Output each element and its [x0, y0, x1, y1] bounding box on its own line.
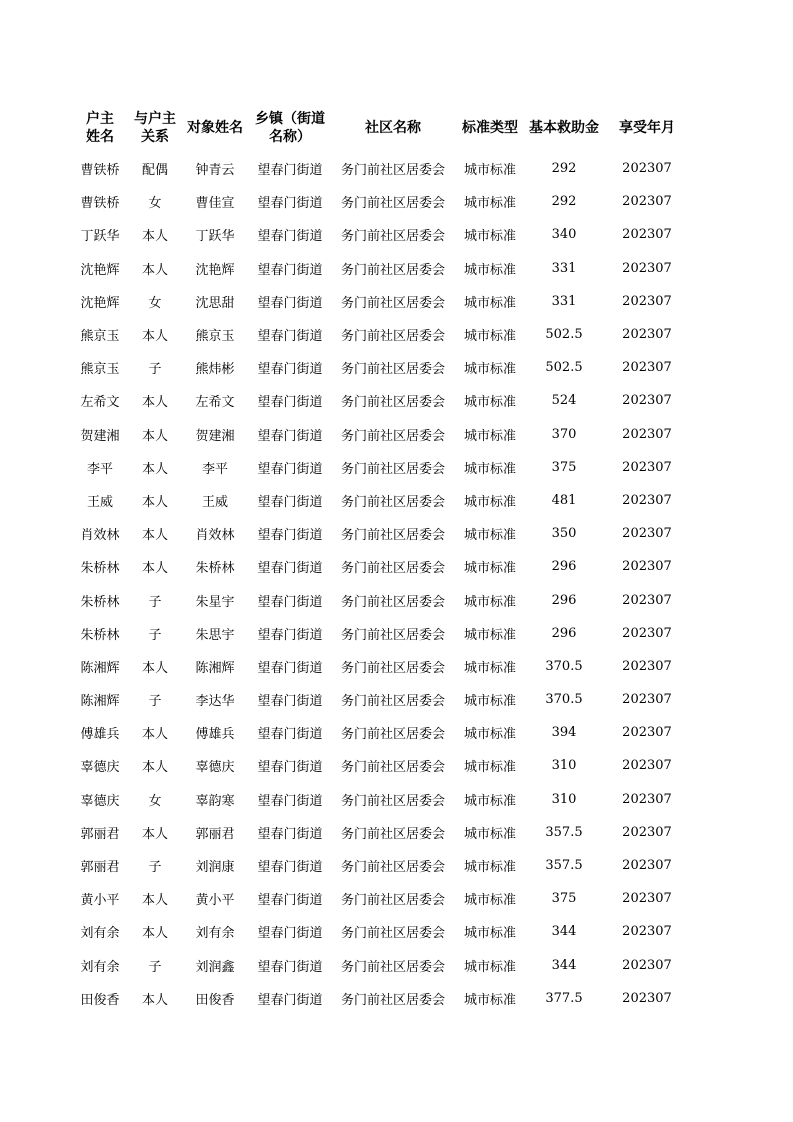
cell-recipient-name: 朱星宇 — [195, 594, 235, 610]
cell-subdistrict: 望春门街道 — [257, 594, 323, 610]
cell-relation: 本人 — [141, 528, 168, 544]
cell-householder-name: 陈湘辉 — [80, 660, 120, 676]
cell-householder-name: 辜德庆 — [80, 760, 120, 776]
cell-period: 202307 — [622, 957, 672, 973]
cell-recipient-name: 贺建湘 — [195, 428, 235, 444]
cell-community: 务门前社区居委会 — [340, 594, 445, 610]
cell-basic-aid: 331 — [551, 293, 577, 309]
cell-relation: 本人 — [141, 660, 168, 676]
cell-period: 202307 — [622, 194, 672, 210]
cell-recipient-name: 刘有余 — [195, 926, 235, 942]
cell-community: 务门前社区居委会 — [340, 959, 445, 975]
table-row — [70, 783, 690, 816]
cell-householder-name: 朱桥林 — [80, 627, 120, 643]
header-relation-line: 关系 — [141, 129, 169, 145]
header-subdistrict — [250, 104, 330, 152]
cell-relation: 本人 — [141, 494, 168, 510]
cell-recipient-name: 李平 — [201, 461, 228, 477]
cell-basic-aid: 340 — [551, 227, 577, 243]
cell-standard-type: 城市标准 — [463, 196, 516, 212]
cell-householder-name: 李平 — [86, 461, 113, 477]
cell-recipient-name: 李达华 — [195, 694, 235, 710]
cell-community: 务门前社区居委会 — [340, 860, 445, 876]
cell-householder-name: 沈艳辉 — [80, 262, 120, 278]
header-period-line: 享受年月 — [619, 120, 675, 136]
cell-householder-name: 黄小平 — [80, 893, 120, 909]
cell-householder-name: 肖效林 — [80, 528, 120, 544]
header-recipient-name — [180, 104, 250, 152]
cell-householder-name: 贺建湘 — [80, 428, 120, 444]
cell-period: 202307 — [622, 791, 672, 807]
cell-community: 务门前社区居委会 — [340, 461, 445, 477]
cell-relation: 本人 — [141, 461, 168, 477]
cell-householder-name: 傅雄兵 — [80, 727, 120, 743]
cell-relation: 本人 — [141, 760, 168, 776]
cell-subdistrict: 望春门街道 — [257, 826, 323, 842]
table-row — [70, 583, 690, 616]
table-row — [70, 318, 690, 351]
cell-basic-aid: 370.5 — [545, 658, 583, 674]
cell-basic-aid: 310 — [551, 758, 577, 774]
cell-subdistrict: 望春门街道 — [257, 428, 323, 444]
cell-period: 202307 — [622, 824, 672, 840]
cell-community: 务门前社区居委会 — [340, 760, 445, 776]
cell-community: 务门前社区居委会 — [340, 826, 445, 842]
assistance-roster-table — [70, 104, 690, 1015]
cell-basic-aid: 375 — [551, 891, 577, 907]
cell-period: 202307 — [622, 990, 672, 1006]
cell-subdistrict: 望春门街道 — [257, 229, 323, 245]
cell-relation: 子 — [148, 860, 162, 876]
cell-householder-name: 郭丽君 — [80, 826, 120, 842]
cell-basic-aid: 350 — [551, 526, 577, 542]
cell-subdistrict: 望春门街道 — [257, 528, 323, 544]
cell-recipient-name: 曹佳宣 — [195, 196, 235, 212]
cell-standard-type: 城市标准 — [463, 329, 516, 345]
cell-standard-type: 城市标准 — [463, 561, 516, 577]
cell-standard-type: 城市标准 — [463, 528, 516, 544]
cell-basic-aid: 357.5 — [545, 824, 583, 840]
cell-relation: 本人 — [141, 395, 168, 411]
cell-householder-name: 朱桥林 — [80, 594, 120, 610]
cell-community: 务门前社区居委会 — [340, 163, 445, 179]
cell-recipient-name: 朱思宇 — [195, 627, 235, 643]
cell-recipient-name: 黄小平 — [195, 893, 235, 909]
table-row — [70, 252, 690, 285]
cell-standard-type: 城市标准 — [463, 295, 516, 311]
table-row — [70, 617, 690, 650]
cell-subdistrict: 望春门街道 — [257, 959, 323, 975]
cell-standard-type: 城市标准 — [463, 992, 516, 1008]
cell-relation: 配偶 — [141, 163, 168, 179]
cell-basic-aid: 502.5 — [545, 360, 583, 376]
cell-relation: 女 — [148, 793, 162, 809]
cell-community: 务门前社区居委会 — [340, 893, 445, 909]
cell-standard-type: 城市标准 — [463, 660, 516, 676]
cell-period: 202307 — [622, 891, 672, 907]
cell-relation: 本人 — [141, 329, 168, 345]
header-community — [330, 104, 456, 152]
cell-recipient-name: 傅雄兵 — [195, 727, 235, 743]
cell-householder-name: 曹铁桥 — [80, 163, 120, 179]
header-standard-type-line: 标准类型 — [462, 120, 518, 136]
header-relation-line: 与户主 — [134, 111, 176, 127]
cell-basic-aid: 377.5 — [545, 990, 583, 1006]
cell-householder-name: 刘有余 — [80, 959, 120, 975]
table-row — [70, 949, 690, 982]
cell-subdistrict: 望春门街道 — [257, 561, 323, 577]
table-row — [70, 185, 690, 218]
cell-community: 务门前社区居委会 — [340, 528, 445, 544]
cell-standard-type: 城市标准 — [463, 860, 516, 876]
cell-basic-aid: 344 — [551, 957, 577, 973]
cell-recipient-name: 王威 — [201, 494, 228, 510]
cell-period: 202307 — [622, 360, 672, 376]
cell-period: 202307 — [622, 658, 672, 674]
cell-standard-type: 城市标准 — [463, 926, 516, 942]
table-body — [70, 152, 690, 1015]
cell-recipient-name: 刘润康 — [195, 860, 235, 876]
cell-relation: 本人 — [141, 428, 168, 444]
cell-standard-type: 城市标准 — [463, 428, 516, 444]
cell-standard-type: 城市标准 — [463, 793, 516, 809]
cell-subdistrict: 望春门街道 — [257, 627, 323, 643]
cell-standard-type: 城市标准 — [463, 362, 516, 378]
cell-recipient-name: 沈思甜 — [195, 295, 235, 311]
cell-householder-name: 王威 — [86, 494, 113, 510]
cell-basic-aid: 292 — [551, 194, 577, 210]
cell-standard-type: 城市标准 — [463, 727, 516, 743]
table-row — [70, 550, 690, 583]
cell-householder-name: 辜德庆 — [80, 793, 120, 809]
cell-subdistrict: 望春门街道 — [257, 760, 323, 776]
cell-subdistrict: 望春门街道 — [257, 295, 323, 311]
cell-recipient-name: 肖效林 — [195, 528, 235, 544]
cell-community: 务门前社区居委会 — [340, 992, 445, 1008]
cell-standard-type: 城市标准 — [463, 395, 516, 411]
cell-basic-aid: 296 — [551, 592, 577, 608]
cell-subdistrict: 望春门街道 — [257, 694, 323, 710]
cell-recipient-name: 辜韵寒 — [195, 793, 235, 809]
cell-period: 202307 — [622, 327, 672, 343]
cell-basic-aid: 524 — [551, 393, 577, 409]
cell-period: 202307 — [622, 758, 672, 774]
table-row — [70, 418, 690, 451]
cell-householder-name: 田俊香 — [80, 992, 120, 1008]
cell-period: 202307 — [622, 227, 672, 243]
cell-recipient-name: 丁跃华 — [195, 229, 235, 245]
cell-period: 202307 — [622, 625, 672, 641]
cell-householder-name: 熊京玉 — [80, 329, 120, 345]
cell-community: 务门前社区居委会 — [340, 362, 445, 378]
cell-period: 202307 — [622, 459, 672, 475]
table-row — [70, 451, 690, 484]
header-relation — [130, 104, 180, 152]
cell-basic-aid: 481 — [551, 492, 577, 508]
cell-community: 务门前社区居委会 — [340, 694, 445, 710]
cell-standard-type: 城市标准 — [463, 627, 516, 643]
cell-householder-name: 刘有余 — [80, 926, 120, 942]
table-row — [70, 152, 690, 185]
cell-recipient-name: 钟青云 — [195, 163, 235, 179]
cell-standard-type: 城市标准 — [463, 959, 516, 975]
cell-relation: 女 — [148, 196, 162, 212]
cell-subdistrict: 望春门街道 — [257, 860, 323, 876]
cell-subdistrict: 望春门街道 — [257, 395, 323, 411]
cell-householder-name: 郭丽君 — [80, 860, 120, 876]
cell-basic-aid: 394 — [551, 725, 577, 741]
header-subdistrict-line: 乡镇（街道 — [255, 111, 325, 127]
cell-relation: 子 — [148, 594, 162, 610]
cell-standard-type: 城市标准 — [463, 760, 516, 776]
table-row — [70, 716, 690, 749]
cell-community: 务门前社区居委会 — [340, 395, 445, 411]
cell-basic-aid: 292 — [551, 161, 577, 177]
cell-community: 务门前社区居委会 — [340, 727, 445, 743]
cell-basic-aid: 502.5 — [545, 327, 583, 343]
table-row — [70, 484, 690, 517]
cell-subdistrict: 望春门街道 — [257, 163, 323, 179]
cell-standard-type: 城市标准 — [463, 594, 516, 610]
header-standard-type — [456, 104, 524, 152]
table-row — [70, 218, 690, 251]
table-row — [70, 749, 690, 782]
cell-community: 务门前社区居委会 — [340, 627, 445, 643]
cell-subdistrict: 望春门街道 — [257, 660, 323, 676]
cell-recipient-name: 刘润鑫 — [195, 959, 235, 975]
cell-standard-type: 城市标准 — [463, 262, 516, 278]
cell-community: 务门前社区居委会 — [340, 329, 445, 345]
cell-period: 202307 — [622, 858, 672, 874]
cell-basic-aid: 375 — [551, 459, 577, 475]
table-row — [70, 683, 690, 716]
cell-period: 202307 — [622, 393, 672, 409]
cell-recipient-name: 郭丽君 — [195, 826, 235, 842]
cell-period: 202307 — [622, 492, 672, 508]
table-row — [70, 650, 690, 683]
header-period — [604, 104, 690, 152]
header-community-line: 社区名称 — [365, 120, 421, 136]
cell-subdistrict: 望春门街道 — [257, 461, 323, 477]
cell-period: 202307 — [622, 559, 672, 575]
cell-period: 202307 — [622, 526, 672, 542]
cell-recipient-name: 熊炜彬 — [195, 362, 235, 378]
header-subdistrict-line: 名称） — [269, 129, 311, 145]
cell-recipient-name: 左希文 — [195, 395, 235, 411]
cell-householder-name: 左希文 — [80, 395, 120, 411]
cell-community: 务门前社区居委会 — [340, 295, 445, 311]
cell-community: 务门前社区居委会 — [340, 561, 445, 577]
table-row — [70, 849, 690, 882]
cell-subdistrict: 望春门街道 — [257, 893, 323, 909]
cell-householder-name: 陈湘辉 — [80, 694, 120, 710]
cell-basic-aid: 296 — [551, 559, 577, 575]
cell-subdistrict: 望春门街道 — [257, 362, 323, 378]
cell-standard-type: 城市标准 — [463, 163, 516, 179]
cell-period: 202307 — [622, 426, 672, 442]
cell-relation: 子 — [148, 362, 162, 378]
cell-standard-type: 城市标准 — [463, 826, 516, 842]
header-householder-name-line: 户主 — [86, 111, 114, 127]
cell-period: 202307 — [622, 161, 672, 177]
cell-period: 202307 — [622, 260, 672, 276]
cell-relation: 本人 — [141, 926, 168, 942]
header-basic-aid-line: 基本救助金 — [529, 120, 599, 136]
cell-basic-aid: 357.5 — [545, 858, 583, 874]
table-row — [70, 517, 690, 550]
table-row — [70, 882, 690, 915]
cell-standard-type: 城市标准 — [463, 461, 516, 477]
cell-basic-aid: 344 — [551, 924, 577, 940]
table-row — [70, 816, 690, 849]
cell-subdistrict: 望春门街道 — [257, 262, 323, 278]
table-row — [70, 351, 690, 384]
cell-subdistrict: 望春门街道 — [257, 793, 323, 809]
cell-period: 202307 — [622, 692, 672, 708]
cell-householder-name: 曹铁桥 — [80, 196, 120, 212]
header-householder-name-line: 姓名 — [86, 129, 114, 145]
cell-recipient-name: 熊京玉 — [195, 329, 235, 345]
cell-period: 202307 — [622, 924, 672, 940]
table-row — [70, 285, 690, 318]
cell-subdistrict: 望春门街道 — [257, 196, 323, 212]
cell-relation: 本人 — [141, 262, 168, 278]
cell-relation: 本人 — [141, 826, 168, 842]
cell-householder-name: 丁跃华 — [80, 229, 120, 245]
cell-period: 202307 — [622, 293, 672, 309]
cell-relation: 本人 — [141, 992, 168, 1008]
cell-relation: 本人 — [141, 893, 168, 909]
table-row — [70, 384, 690, 417]
cell-relation: 子 — [148, 694, 162, 710]
cell-recipient-name: 朱桥林 — [195, 561, 235, 577]
cell-recipient-name: 陈湘辉 — [195, 660, 235, 676]
cell-subdistrict: 望春门街道 — [257, 494, 323, 510]
cell-basic-aid: 370.5 — [545, 692, 583, 708]
header-basic-aid — [524, 104, 604, 152]
cell-relation: 本人 — [141, 561, 168, 577]
cell-relation: 子 — [148, 627, 162, 643]
cell-community: 务门前社区居委会 — [340, 793, 445, 809]
cell-standard-type: 城市标准 — [463, 694, 516, 710]
cell-subdistrict: 望春门街道 — [257, 926, 323, 942]
cell-subdistrict: 望春门街道 — [257, 992, 323, 1008]
cell-community: 务门前社区居委会 — [340, 660, 445, 676]
header-householder-name — [70, 104, 130, 152]
cell-subdistrict: 望春门街道 — [257, 329, 323, 345]
cell-period: 202307 — [622, 592, 672, 608]
cell-recipient-name: 辜德庆 — [195, 760, 235, 776]
cell-householder-name: 沈艳辉 — [80, 295, 120, 311]
cell-relation: 本人 — [141, 229, 168, 245]
table-header — [70, 104, 690, 152]
cell-standard-type: 城市标准 — [463, 229, 516, 245]
cell-standard-type: 城市标准 — [463, 494, 516, 510]
cell-householder-name: 朱桥林 — [80, 561, 120, 577]
cell-basic-aid: 331 — [551, 260, 577, 276]
cell-community: 务门前社区居委会 — [340, 428, 445, 444]
cell-community: 务门前社区居委会 — [340, 229, 445, 245]
cell-community: 务门前社区居委会 — [340, 262, 445, 278]
cell-subdistrict: 望春门街道 — [257, 727, 323, 743]
cell-basic-aid: 310 — [551, 791, 577, 807]
cell-standard-type: 城市标准 — [463, 893, 516, 909]
cell-recipient-name: 田俊香 — [195, 992, 235, 1008]
cell-community: 务门前社区居委会 — [340, 926, 445, 942]
cell-community: 务门前社区居委会 — [340, 196, 445, 212]
cell-relation: 女 — [148, 295, 162, 311]
cell-basic-aid: 370 — [551, 426, 577, 442]
cell-relation: 本人 — [141, 727, 168, 743]
header-recipient-name-line: 对象姓名 — [187, 120, 243, 136]
header-row — [70, 104, 690, 152]
cell-community: 务门前社区居委会 — [340, 494, 445, 510]
cell-period: 202307 — [622, 725, 672, 741]
cell-basic-aid: 296 — [551, 625, 577, 641]
table-row — [70, 982, 690, 1015]
cell-relation: 子 — [148, 959, 162, 975]
table-row — [70, 915, 690, 948]
cell-recipient-name: 沈艳辉 — [195, 262, 235, 278]
cell-householder-name: 熊京玉 — [80, 362, 120, 378]
